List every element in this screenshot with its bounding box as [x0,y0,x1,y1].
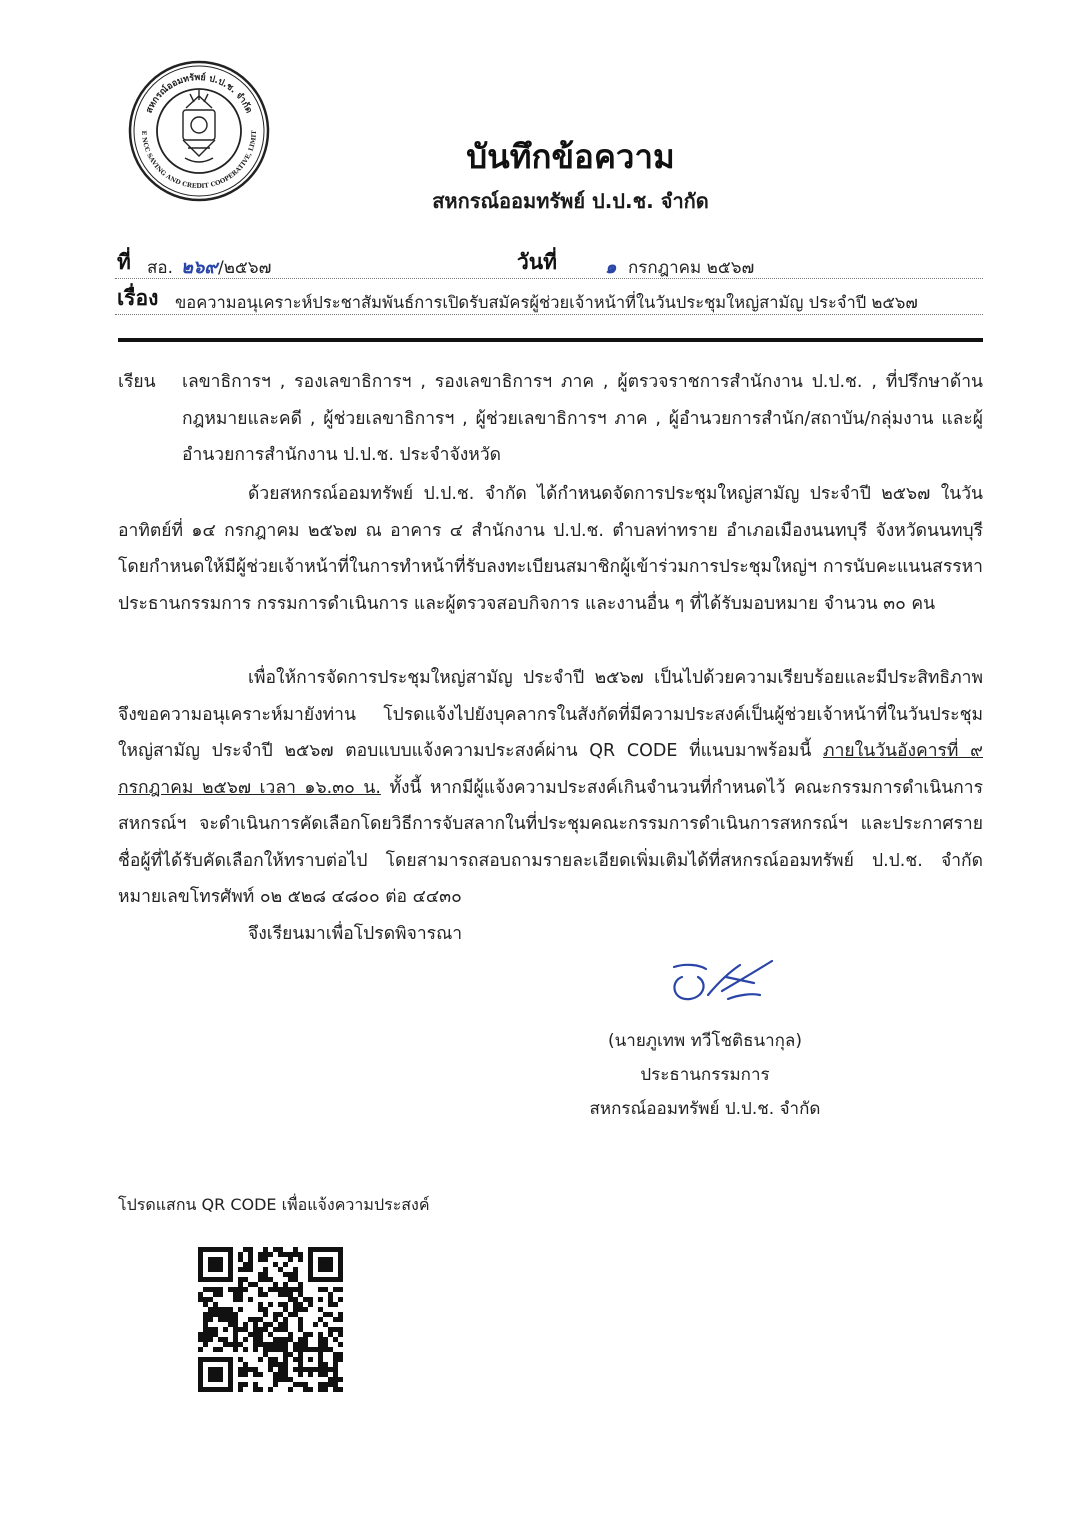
signatory-name: (นายภูเทพ ทวีโชติธนากุล) [608,1031,802,1051]
subject-label: เรื่อง [117,286,159,310]
handwritten-signature [668,955,783,1010]
reference-number-handwritten: ๒๖๙ [181,257,218,278]
memo-title: บันทึกข้อความ [466,137,675,176]
qr-code[interactable] [198,1247,343,1392]
body-paragraph-1: ด้วยสหกรณ์ออมทรัพย์ ป.ป.ช. จำกัด ได้กำหนดจัดการประชุมใหญ่สามัญ ประจำปี ๒๕๖๗ ในวันอาทิตย์ที่ ๑๔ กรกฎาคม ๒๕๖๗ ณ อาคาร ๔ สำนักงาน ป.ป.ช. ตำบลท่าทราย อำเภอเมืองนนทบุรี จังหวัดนนทบุรี โดยกำหนดให้มีผู้ช่วยเจ้าหน้าที่ในการทำหน้าที่รับลงทะเบียนสมาชิกผู้เข้าร่วมการประชุมใหญ่ฯ การนับคะแนนสรรหาประธานกรรมการ กรรมการดำเนินการ และผู้ตรวจสอบกิจการ และงานอื่น ๆ ที่ได้รับมอบหมาย จำนวน ๓๐ คน [118,484,983,614]
signatory-organization: สหกรณ์ออมทรัพย์ ป.ป.ช. จำกัด [589,1099,821,1119]
svg-text:THE NCC SAVING AND CREDIT COOP: E NCC SAVING AND CREDIT COOPERATIVE, LIMIT [139,130,259,191]
date-label: วันที่ [517,250,557,274]
paragraph-2-rest: ทั้งนี้ หากมีผู้แจ้งความประสงค์เกินจำนวนที่กำหนดไว้ คณะกรรมการดำเนินการสหกรณ์ฯ จะดำเนินการคัดเลือกโดยวิธีการจับสลากในที่ประชุมคณะกรรมการดำเนินการสหกรณ์ฯ และประกาศรายชื่อผู้ที่ได้รับคัดเลือกให้ทราบต่อไป โดยสามารถสอบถามรายละเอียดเพิ่มเติมได้ที่สหกรณ์ออมทรัพย์ ป.ป.ช. จำกัด หมายเลขโทรศัพท์ ๐๒ ๕๒๘ ๔๘๐๐ ต่อ ๔๔๓๐ [118,777,983,907]
reference-year: /๒๕๖๗ [218,258,272,278]
reference-label: ที่ [117,250,131,274]
header-divider [118,338,983,342]
paragraph-2-intro: เพื่อให้การจัดการประชุมใหญ่สามัญ ประจำปี ๒๕๖๗ เป็นไปด้วยความเรียบร้อยและมีประสิทธิภาพ จึงขอความอนุเคราะห์มายังท่าน โปรดแจ้งไปยังบุคลากรในสังกัดที่มีความประสงค์เป็นผู้ช่วยเจ้าหน้าที่ในวันประชุมใหญ่สามัญ ประจำปี ๒๕๖๗ ตอบแบบแจ้งความประสงค์ผ่าน QR CODE ที่แนบมาพร้อมนี้ [118,668,983,761]
body-paragraph-2 [118,660,983,916]
date-month-year: กรกฎาคม ๒๕๖๗ [628,258,755,278]
subject-row [115,288,983,315]
reference-date-row [115,252,983,279]
qr-caption: โปรดแสกน QR CODE เพื่อแจ้งความประสงค์ [118,1195,430,1214]
svg-text:สหกรณ์ออมทรัพย์ ป.ป.ช. จำกัด: สหกรณ์ออมทรัพย์ ป.ป.ช. จำกัด [144,72,254,115]
organization-name: สหกรณ์ออมทรัพย์ ป.ป.ช. จำกัด [432,189,709,213]
date-day-handwritten: ๑ [605,257,617,278]
reference-prefix: สอ. [147,258,173,278]
signatory-position: ประธานกรรมการ [640,1065,770,1085]
closing-line: จึงเรียนมาเพื่อโปรดพิจารณา [248,924,463,944]
deadline-underlined: ภายในวันอังคารที่ ๙ กรกฎาคม ๒๕๖๗ เวลา ๑๖.๓๐ น. [118,741,983,798]
addressee-text: เลขาธิการฯ , รองเลขาธิการฯ , รองเลขาธิการฯ ภาค , ผู้ตรวจราชการสำนักงาน ป.ป.ช. , ที่ปรึกษาด้านกฎหมายและคดี , ผู้ช่วยเลขาธิการฯ , ผู้ช่วยเลขาธิการฯ ภาค , ผู้อำนวยการสำนัก/สถาบัน/กลุ่มงาน และผู้อำนวยการสำนักงาน ป.ป.ช. ประจำจังหวัด [182,372,983,465]
addressee-label: เรียน [118,372,156,392]
subject-text: ขอความอนุเคราะห์ประชาสัมพันธ์การเปิดรับสมัครผู้ช่วยเจ้าหน้าที่ในวันประชุมใหญ่สามัญ ประจำปี ๒๕๖๗ [175,293,918,312]
